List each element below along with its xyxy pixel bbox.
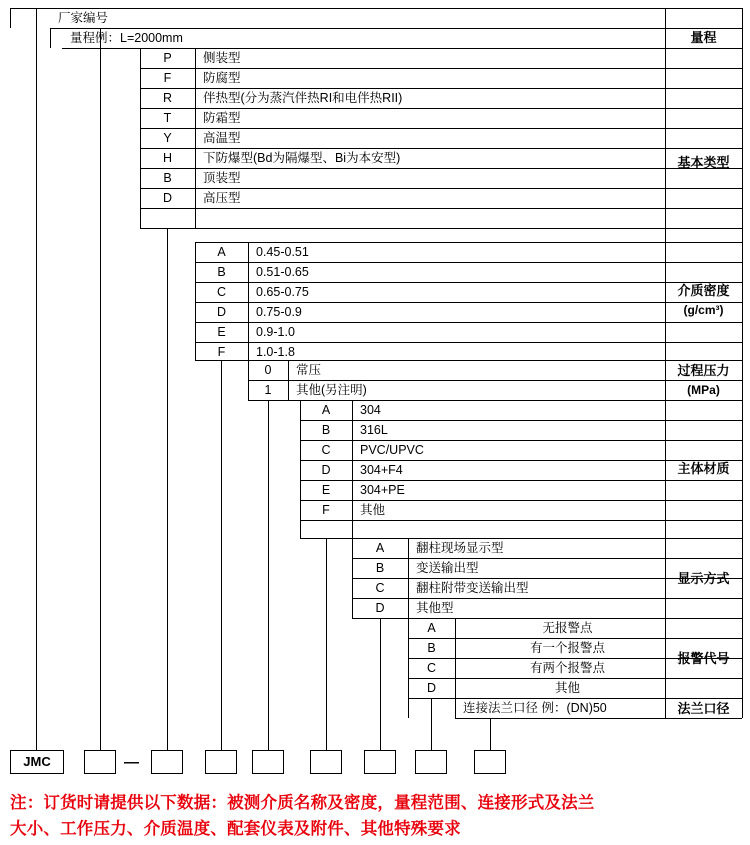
desc-basic-type-7: 高压型 bbox=[203, 191, 241, 205]
desc-pressure-0: 常压 bbox=[296, 363, 322, 377]
code-display-2: C bbox=[375, 581, 385, 595]
grid-line bbox=[300, 520, 742, 521]
grid-line bbox=[195, 282, 742, 283]
grid-line bbox=[50, 28, 51, 48]
desc-basic-type-4: 高温型 bbox=[203, 131, 241, 145]
desc-material-3: 304+F4 bbox=[360, 463, 403, 477]
code-density-5: F bbox=[217, 345, 226, 359]
code-density-2: C bbox=[216, 285, 227, 299]
right-label-medium-density-line2: (g/cm³) bbox=[683, 303, 724, 318]
row-label-range-example: 量程例：L=2000mm bbox=[70, 31, 183, 45]
code-pressure-0: 0 bbox=[264, 363, 272, 377]
desc-density-2: 0.65-0.75 bbox=[256, 285, 309, 299]
grid-line bbox=[195, 242, 742, 243]
grid-line bbox=[195, 262, 742, 263]
leader-line-display bbox=[380, 618, 381, 750]
code-alarm-3: D bbox=[426, 681, 437, 695]
code-material-0: A bbox=[321, 403, 331, 417]
grid-line bbox=[195, 342, 742, 343]
code-alarm-2: C bbox=[426, 661, 437, 675]
grid-line bbox=[352, 400, 353, 538]
grid-line bbox=[665, 360, 742, 361]
desc-alarm-1: 有一个报警点 bbox=[529, 641, 605, 655]
leader-line-brand bbox=[36, 8, 37, 750]
code-density-1: B bbox=[217, 265, 226, 279]
right-label-alarm-code: 报警代号 bbox=[677, 651, 730, 666]
right-label-range: 量程 bbox=[690, 30, 717, 45]
right-label-flange-diameter: 法兰口径 bbox=[677, 701, 730, 716]
grid-line bbox=[195, 242, 196, 360]
desc-display-1: 变送输出型 bbox=[416, 561, 479, 575]
grid-line bbox=[288, 360, 289, 400]
desc-display-2: 翻柱附带变送输出型 bbox=[416, 581, 529, 595]
grid-line bbox=[140, 128, 742, 129]
desc-display-0: 翻柱现场显示型 bbox=[416, 541, 504, 555]
desc-basic-type-1: 防腐型 bbox=[203, 71, 241, 85]
code-material-3: D bbox=[321, 463, 331, 477]
code-basic-type-0: P bbox=[163, 51, 172, 65]
code-basic-type-7: D bbox=[162, 191, 173, 205]
desc-basic-type-5: 下防爆型(Bd为隔爆型、Bi为本安型) bbox=[203, 151, 401, 165]
model-box-range[interactable] bbox=[84, 750, 116, 774]
right-label-medium-density bbox=[665, 283, 742, 318]
code-display-3: D bbox=[375, 601, 385, 615]
model-box-material[interactable] bbox=[310, 750, 342, 774]
grid-line bbox=[665, 618, 742, 619]
grid-line bbox=[50, 28, 742, 29]
desc-alarm-3: 其他 bbox=[554, 681, 580, 695]
grid-line bbox=[140, 68, 742, 69]
desc-basic-type-3: 防霜型 bbox=[203, 111, 241, 125]
desc-alarm-0: 无报警点 bbox=[542, 621, 593, 635]
model-box-display[interactable] bbox=[364, 750, 396, 774]
desc-display-3: 其他型 bbox=[416, 601, 454, 615]
grid-line bbox=[408, 638, 742, 639]
row-label-manufacturer-code: 厂家编号 bbox=[58, 11, 109, 25]
grid-line bbox=[665, 242, 742, 243]
desc-material-5: 其他 bbox=[360, 503, 386, 517]
grid-line bbox=[665, 48, 742, 49]
grid-line bbox=[140, 188, 742, 189]
code-basic-type-2: R bbox=[162, 91, 173, 105]
desc-material-1: 316L bbox=[360, 423, 388, 437]
grid-line bbox=[300, 440, 742, 441]
grid-line bbox=[300, 420, 742, 421]
code-density-4: E bbox=[217, 325, 226, 339]
model-box-density[interactable] bbox=[205, 750, 237, 774]
desc-basic-type-0: 侧装型 bbox=[203, 51, 241, 65]
desc-material-0: 304 bbox=[360, 403, 381, 417]
model-box-basic-type[interactable] bbox=[151, 750, 183, 774]
desc-flange-diameter: 连接法兰口径 例：(DN)50 bbox=[463, 701, 607, 715]
code-basic-type-3: T bbox=[163, 111, 172, 125]
grid-line bbox=[665, 698, 742, 699]
code-basic-type-1: F bbox=[163, 71, 172, 85]
code-material-4: E bbox=[321, 483, 331, 497]
model-separator: — bbox=[124, 754, 139, 771]
grid-line bbox=[140, 88, 742, 89]
grid-line bbox=[195, 48, 196, 228]
code-basic-type-5: H bbox=[162, 151, 173, 165]
grid-line bbox=[140, 108, 742, 109]
right-label-process-pressure bbox=[665, 363, 742, 398]
grid-line bbox=[455, 618, 456, 718]
grid-line bbox=[248, 242, 249, 360]
code-display-0: A bbox=[375, 541, 385, 555]
grid-line bbox=[195, 360, 742, 361]
desc-density-4: 0.9-1.0 bbox=[256, 325, 295, 339]
grid-line bbox=[195, 322, 742, 323]
grid-line bbox=[300, 500, 742, 501]
code-density-3: D bbox=[216, 305, 227, 319]
leader-line-alarm bbox=[431, 698, 432, 750]
grid-line bbox=[62, 48, 742, 49]
desc-basic-type-6: 顶装型 bbox=[203, 171, 241, 185]
leader-line-range bbox=[100, 28, 101, 750]
grid-line bbox=[352, 558, 742, 559]
code-display-1: B bbox=[375, 561, 385, 575]
desc-density-5: 1.0-1.8 bbox=[256, 345, 295, 359]
grid-line bbox=[408, 538, 409, 618]
code-alarm-1: B bbox=[427, 641, 436, 655]
grid-line bbox=[10, 8, 11, 28]
desc-basic-type-2: 伴热型(分为蒸汽伴热RI和电伴热RII) bbox=[203, 91, 403, 105]
model-box-alarm[interactable] bbox=[415, 750, 447, 774]
grid-line bbox=[665, 400, 742, 401]
grid-line bbox=[140, 208, 742, 209]
desc-density-1: 0.51-0.65 bbox=[256, 265, 309, 279]
order-note-line-1: 注：订货时请提供以下数据：被测介质名称及密度，量程范围、连接形式及法兰 bbox=[10, 794, 595, 812]
grid-line bbox=[665, 538, 742, 539]
leader-line-flange bbox=[490, 718, 491, 750]
desc-density-3: 0.75-0.9 bbox=[256, 305, 302, 319]
right-label-display-mode: 显示方式 bbox=[677, 571, 730, 586]
leader-line-basic-type bbox=[167, 228, 168, 750]
desc-density-0: 0.45-0.51 bbox=[256, 245, 309, 259]
right-label-medium-density-line1: 介质密度 bbox=[677, 283, 730, 298]
leader-line-density bbox=[221, 360, 222, 750]
grid-line bbox=[300, 480, 742, 481]
desc-pressure-1: 其他(另注明) bbox=[296, 383, 367, 397]
desc-alarm-2: 有两个报警点 bbox=[529, 661, 605, 675]
grid-line bbox=[352, 598, 742, 599]
code-material-1: B bbox=[321, 423, 331, 437]
code-density-0: A bbox=[217, 245, 226, 259]
grid-line bbox=[742, 8, 743, 718]
grid-line bbox=[140, 168, 742, 169]
order-note-line-2: 大小、工作压力、介质温度、配套仪表及附件、其他特殊要求 bbox=[10, 820, 461, 838]
leader-line-pressure bbox=[268, 400, 269, 750]
desc-material-4: 304+PE bbox=[360, 483, 405, 497]
grid-line bbox=[408, 678, 742, 679]
code-pressure-1: 1 bbox=[264, 383, 272, 397]
grid-line bbox=[10, 8, 742, 9]
model-box-pressure[interactable] bbox=[252, 750, 284, 774]
grid-line bbox=[140, 148, 742, 149]
right-label-process-pressure-line2: (MPa) bbox=[687, 383, 720, 398]
code-alarm-0: A bbox=[427, 621, 436, 635]
code-basic-type-6: B bbox=[163, 171, 172, 185]
model-box-brand[interactable] bbox=[10, 750, 64, 774]
grid-line bbox=[665, 28, 742, 29]
desc-material-2: PVC/UPVC bbox=[360, 443, 424, 457]
leader-line-material bbox=[326, 538, 327, 750]
model-box-flange[interactable] bbox=[474, 750, 506, 774]
right-label-body-material: 主体材质 bbox=[677, 461, 730, 476]
right-label-basic-type: 基本类型 bbox=[677, 155, 730, 170]
grid-line bbox=[140, 228, 742, 229]
code-material-2: C bbox=[321, 443, 331, 457]
right-label-process-pressure-line1: 过程压力 bbox=[677, 363, 730, 378]
code-material-5: F bbox=[322, 503, 330, 517]
model-box-brand-label: JMC bbox=[23, 754, 51, 769]
code-basic-type-4: Y bbox=[163, 131, 172, 145]
grid-line bbox=[665, 718, 742, 719]
grid-line bbox=[195, 302, 742, 303]
